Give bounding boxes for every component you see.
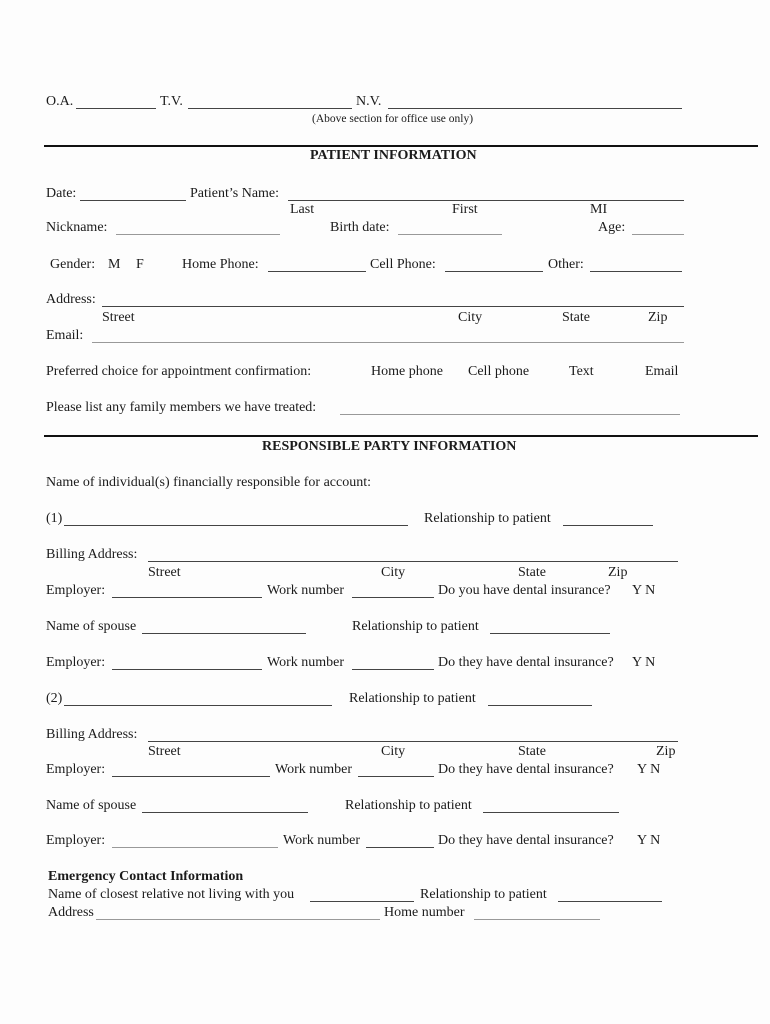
emergency-address-field[interactable] xyxy=(96,919,380,920)
last-name-caption: Last xyxy=(290,202,315,217)
party1-label: (1) xyxy=(46,511,63,526)
spouse-relationship-label: Relationship to patient xyxy=(345,798,472,813)
patients-name-label: Patient’s Name: xyxy=(190,186,280,201)
family-members-label: Please list any family members we have treated: xyxy=(46,400,317,415)
cell-phone-label: Cell Phone: xyxy=(370,257,436,272)
employer-label: Employer: xyxy=(46,762,106,777)
home-phone-label: Home Phone: xyxy=(182,257,259,272)
dental-insurance-question: Do they have dental insurance? xyxy=(438,833,614,848)
employer-field[interactable] xyxy=(112,597,262,598)
emergency-relationship-field[interactable] xyxy=(558,901,662,902)
billing-address-label: Billing Address: xyxy=(46,727,138,742)
employer-field[interactable] xyxy=(112,669,262,670)
city-caption: City xyxy=(458,310,483,325)
dental-insurance-yes-no[interactable]: Y N xyxy=(632,655,656,670)
address-field[interactable] xyxy=(102,306,684,307)
work-number-label: Work number xyxy=(267,655,345,670)
tv-field[interactable] xyxy=(188,108,352,109)
home-number-field[interactable] xyxy=(474,919,600,920)
gender-f-option[interactable]: F xyxy=(136,257,144,272)
tv-label: T.V. xyxy=(160,94,183,109)
spouse-field[interactable] xyxy=(142,812,308,813)
nickname-label: Nickname: xyxy=(46,220,108,235)
home-number-label: Home number xyxy=(384,905,465,920)
email-label: Email: xyxy=(46,328,84,343)
party1-relationship-label: Relationship to patient xyxy=(424,511,551,526)
emergency-address-label: Address xyxy=(48,905,94,920)
work-number-field[interactable] xyxy=(358,776,434,777)
closest-relative-label: Name of closest relative not living with you xyxy=(48,887,295,902)
dental-insurance-question: Do they have dental insurance? xyxy=(438,655,614,670)
street-caption: Street xyxy=(148,565,181,580)
zip-caption: Zip xyxy=(656,744,676,759)
work-number-label: Work number xyxy=(275,762,353,777)
employer-label: Employer: xyxy=(46,583,106,598)
zip-caption: Zip xyxy=(648,310,668,325)
dental-insurance-question: Do you have dental insurance? xyxy=(438,583,611,598)
section-divider xyxy=(44,145,758,147)
city-caption: City xyxy=(381,744,406,759)
address-label: Address: xyxy=(46,292,96,307)
age-field[interactable] xyxy=(632,234,684,235)
dental-insurance-yes-no[interactable]: Y N xyxy=(637,762,661,777)
spouse-label: Name of spouse xyxy=(46,798,137,813)
emergency-contact-heading: Emergency Contact Information xyxy=(48,869,244,884)
oa-label: O.A. xyxy=(46,94,74,109)
responsible-party-heading: RESPONSIBLE PARTY INFORMATION xyxy=(262,439,517,454)
spouse-relationship-field[interactable] xyxy=(490,633,610,634)
state-caption: State xyxy=(518,744,546,759)
spouse-relationship-field[interactable] xyxy=(483,812,619,813)
employer-label: Employer: xyxy=(46,833,106,848)
mi-caption: MI xyxy=(590,202,608,217)
office-use-note: (Above section for office use only) xyxy=(312,113,474,125)
first-name-caption: First xyxy=(452,202,478,217)
party2-name-field[interactable] xyxy=(64,705,332,706)
option-cell-phone[interactable]: Cell phone xyxy=(468,364,530,379)
gender-label: Gender: xyxy=(50,257,96,272)
preferred-contact-label: Preferred choice for appointment confirmation: xyxy=(46,364,312,379)
option-home-phone[interactable]: Home phone xyxy=(371,364,443,379)
financially-responsible-label: Name of individual(s) financially responsible for account: xyxy=(46,475,372,490)
billing-address-field[interactable] xyxy=(148,561,678,562)
section-divider xyxy=(44,435,758,437)
nv-field[interactable] xyxy=(388,108,682,109)
cell-phone-field[interactable] xyxy=(445,271,543,272)
billing-address-label: Billing Address: xyxy=(46,547,138,562)
birth-date-field[interactable] xyxy=(398,234,502,235)
oa-field[interactable] xyxy=(76,108,156,109)
street-caption: Street xyxy=(102,310,135,325)
spouse-label: Name of spouse xyxy=(46,619,137,634)
option-email[interactable]: Email xyxy=(645,364,679,379)
party1-name-field[interactable] xyxy=(64,525,408,526)
billing-address-field[interactable] xyxy=(148,741,678,742)
nickname-field[interactable] xyxy=(116,234,280,235)
other-phone-field[interactable] xyxy=(590,271,682,272)
state-caption: State xyxy=(518,565,546,580)
date-field[interactable] xyxy=(80,200,186,201)
other-phone-label: Other: xyxy=(548,257,584,272)
birth-date-label: Birth date: xyxy=(330,220,390,235)
closest-relative-field[interactable] xyxy=(310,901,414,902)
email-field[interactable] xyxy=(92,342,684,343)
party1-relationship-field[interactable] xyxy=(563,525,653,526)
home-phone-field[interactable] xyxy=(268,271,366,272)
dental-insurance-yes-no[interactable]: Y N xyxy=(632,583,656,598)
party2-relationship-label: Relationship to patient xyxy=(349,691,476,706)
work-number-label: Work number xyxy=(283,833,361,848)
family-members-field[interactable] xyxy=(340,414,680,415)
spouse-relationship-label: Relationship to patient xyxy=(352,619,479,634)
work-number-label: Work number xyxy=(267,583,345,598)
employer-field[interactable] xyxy=(112,847,278,848)
nv-label: N.V. xyxy=(356,94,382,109)
spouse-field[interactable] xyxy=(142,633,306,634)
patient-info-heading: PATIENT INFORMATION xyxy=(310,148,477,163)
work-number-field[interactable] xyxy=(352,597,434,598)
zip-caption: Zip xyxy=(608,565,628,580)
state-caption: State xyxy=(562,310,590,325)
city-caption: City xyxy=(381,565,406,580)
dental-insurance-yes-no[interactable]: Y N xyxy=(637,833,661,848)
street-caption: Street xyxy=(148,744,181,759)
emergency-relationship-label: Relationship to patient xyxy=(420,887,547,902)
date-label: Date: xyxy=(46,186,77,201)
work-number-field[interactable] xyxy=(366,847,434,848)
work-number-field[interactable] xyxy=(352,669,434,670)
employer-field[interactable] xyxy=(112,776,270,777)
party2-relationship-field[interactable] xyxy=(488,705,592,706)
patients-name-field[interactable] xyxy=(288,200,684,201)
employer-label: Employer: xyxy=(46,655,106,670)
age-label: Age: xyxy=(598,220,626,235)
dental-insurance-question: Do they have dental insurance? xyxy=(438,762,614,777)
party2-label: (2) xyxy=(46,691,63,706)
gender-m-option[interactable]: M xyxy=(108,257,121,272)
option-text[interactable]: Text xyxy=(569,364,594,379)
